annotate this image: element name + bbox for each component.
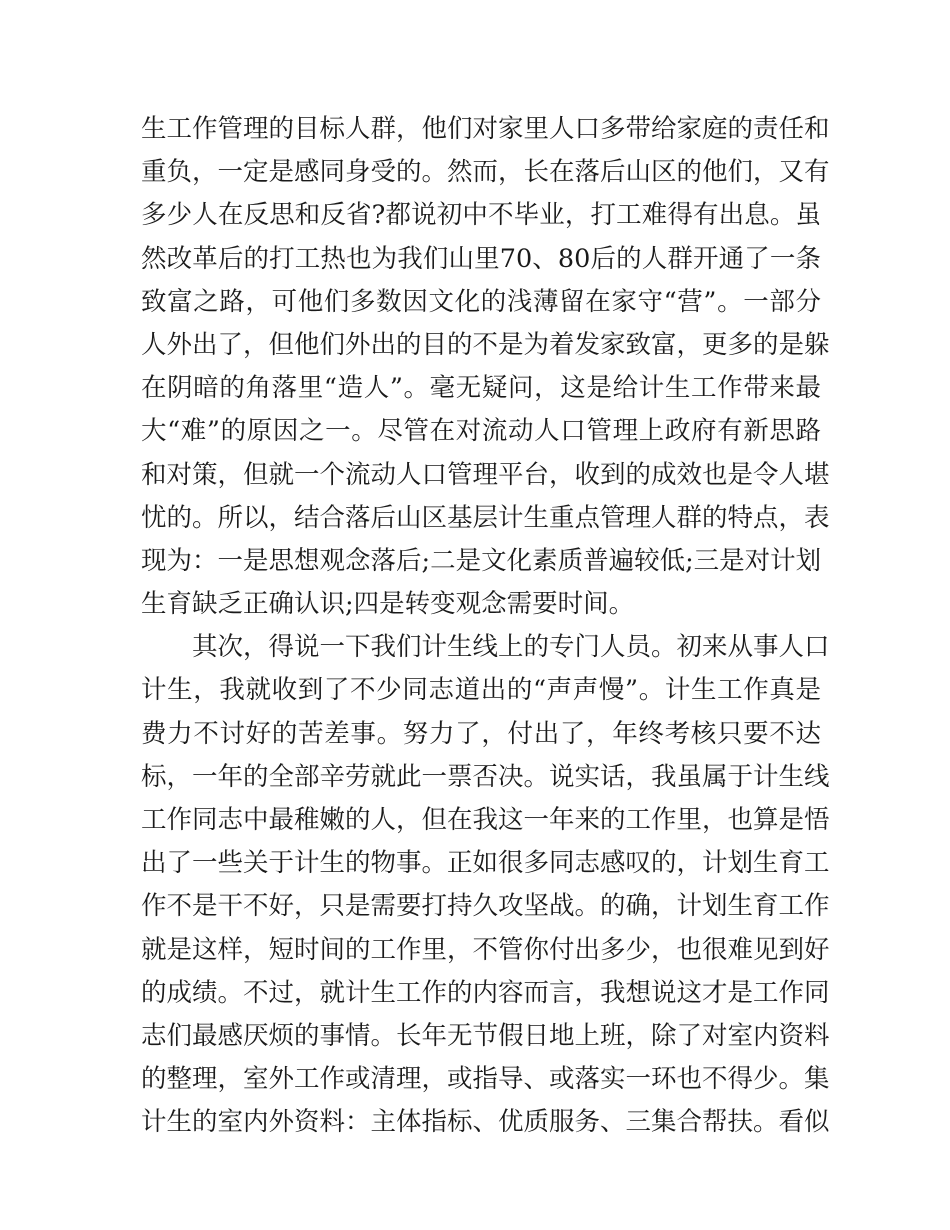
body-text	[141, 108, 830, 1145]
text-line: 重负，一定是感同身受的。然而，长在落后山区的他们，又有	[141, 157, 830, 188]
text-line: 致富之路，可他们多数因文化的浅薄留在家守“营”。一部分	[141, 286, 821, 317]
text-line: 其次，得说一下我们计生线上的专门人员。初来从事人口	[192, 632, 830, 663]
text-line: 作不是干不好，只是需要打持久攻坚战。的确，计划生育工作	[141, 891, 830, 922]
text-line: 现为：一是思想观念落后;二是文化素质普遍较低;三是对计划	[141, 545, 822, 576]
text-line: 的成绩。不过，就计生工作的内容而言，我想说这才是工作同	[141, 977, 830, 1008]
text-line: 然改革后的打工热也为我们山里70、80后的人群开通了一条	[141, 243, 821, 274]
text-line: 生工作管理的目标人群，他们对家里人口多带给家庭的责任和	[141, 114, 830, 144]
text-line: 就是这样，短时间的工作里，不管你付出多少，也很难见到好	[141, 934, 830, 965]
paragraph-2	[141, 626, 830, 1144]
text-line: 出了一些关于计生的物事。正如很多同志感叹的，计划生育工	[141, 848, 830, 879]
text-line: 计生，我就收到了不少同志道出的“声声慢”。计生工作真是	[141, 675, 821, 706]
text-line: 的整理，室外工作或清理，或指导、或落实一环也不得少。集	[141, 1064, 830, 1095]
text-line: 人外出了，但他们外出的目的不是为着发家致富，更多的是躲	[141, 329, 830, 360]
text-line: 标，一年的全部辛劳就此一票否决。说实话，我虽属于计生线	[141, 761, 830, 792]
text-line: 志们最感厌烦的事情。长年无节假日地上班，除了对室内资料	[141, 1020, 830, 1051]
text-line: 在阴暗的角落里“造人”。毫无疑问，这是给计生工作带来最	[141, 373, 821, 404]
text-line: 工作同志中最稚嫩的人，但在我这一年来的工作里，也算是悟	[141, 805, 830, 835]
text-line: 计生的室内外资料：主体指标、优质服务、三集合帮扶。看似	[141, 1107, 830, 1138]
text-line: 和对策，但就一个流动人口管理平台，收到的成效也是令人堪	[141, 459, 830, 490]
text-line: 生育缺乏正确认识;四是转变观念需要时间。	[141, 589, 635, 620]
text-line: 大“难”的原因之一。尽管在对流动人口管理上政府有新思路	[141, 416, 821, 447]
text-line: 费力不讨好的苦差事。努力了，付出了，年终考核只要不达	[141, 718, 821, 749]
text-line: 忧的。所以，结合落后山区基层计生重点管理人群的特点，表	[141, 502, 830, 533]
paragraph-1	[141, 108, 830, 626]
text-line: 多少人在反思和反省?都说初中不毕业，打工难得有出息。虽	[141, 200, 821, 231]
